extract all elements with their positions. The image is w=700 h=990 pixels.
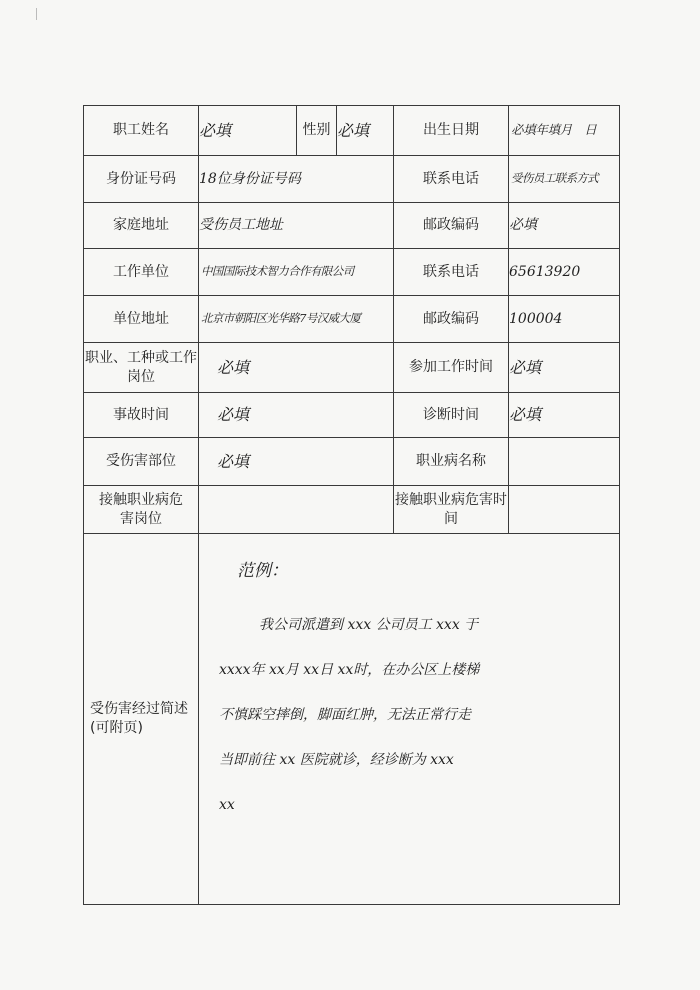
label-id: 身份证号码 (84, 156, 199, 203)
value-employer-addr: 北京市朝阳区光华路7号汉威大厦 (199, 296, 394, 343)
value-name: 必填 (199, 106, 297, 156)
row-employer-addr (84, 296, 620, 343)
label-description: 受伤害经过简述(可附页) (84, 534, 199, 905)
label-injury: 受伤害部位 (84, 438, 199, 486)
value-id: 18位身份证号码 (199, 156, 394, 203)
label-diagnosis: 诊断时间 (394, 393, 509, 438)
value-start-work: 必填 (509, 343, 620, 393)
description-line: 当即前往 xx 医院就诊，经诊断为 xxx (219, 751, 454, 768)
row-id (84, 156, 620, 203)
label-disease: 职业病名称 (394, 438, 509, 486)
value-employer-phone: 65613920 (509, 249, 620, 296)
value-employer-zip: 100004 (509, 296, 620, 343)
label-employer-phone: 联系电话 (394, 249, 509, 296)
value-home: 受伤员工地址 (199, 203, 394, 249)
label-exposure: 接触职业病危害岗位 (84, 486, 199, 534)
value-zip: 必填 (509, 203, 620, 249)
margin-mark (36, 8, 41, 20)
label-exposure-time: 接触职业病危害时间 (394, 486, 509, 534)
value-employer: 中国国际技术智力合作有限公司 (199, 249, 394, 296)
label-phone: 联系电话 (394, 156, 509, 203)
label-employer-addr: 单位地址 (84, 296, 199, 343)
description-line: 不慎踩空摔倒，脚面红肿，无法正常行走 (219, 706, 471, 723)
row-home (84, 203, 620, 249)
description-line: xxxx年 xx月 xx日 xx时，在办公区上楼梯 (219, 661, 480, 678)
value-birth: 必填年填月 日 (509, 106, 620, 156)
value-accident: 必填 (199, 393, 394, 438)
label-gender: 性别 (297, 106, 337, 156)
row-occupation (84, 343, 620, 393)
value-diagnosis: 必填 (509, 393, 620, 438)
value-exposure-time (509, 486, 620, 534)
value-injury: 必填 (199, 438, 394, 486)
description-title: 范例： (237, 561, 288, 581)
value-gender: 必填 (337, 106, 394, 156)
row-accident (84, 393, 620, 438)
label-zip: 邮政编码 (394, 203, 509, 249)
label-birth: 出生日期 (394, 106, 509, 156)
label-employer: 工作单位 (84, 249, 199, 296)
label-name: 职工姓名 (84, 106, 199, 156)
value-occupation: 必填 (199, 343, 394, 393)
row-employer (84, 249, 620, 296)
row-injury (84, 438, 620, 486)
value-exposure (199, 486, 394, 534)
label-employer-zip: 邮政编码 (394, 296, 509, 343)
description-line: xx (219, 796, 235, 813)
label-accident: 事故时间 (84, 393, 199, 438)
row-exposure (84, 486, 620, 534)
value-phone: 受伤员工联系方式 (509, 156, 620, 203)
injury-report-form (83, 105, 620, 905)
row-description (84, 534, 620, 905)
label-home: 家庭地址 (84, 203, 199, 249)
value-disease (509, 438, 620, 486)
label-occupation: 职业、工种或工作岗位 (84, 343, 199, 393)
description-line: 我公司派遣到 xxx 公司员工 xxx 于 (259, 616, 479, 633)
description-content (199, 534, 620, 905)
row-name (84, 106, 620, 156)
label-start-work: 参加工作时间 (394, 343, 509, 393)
